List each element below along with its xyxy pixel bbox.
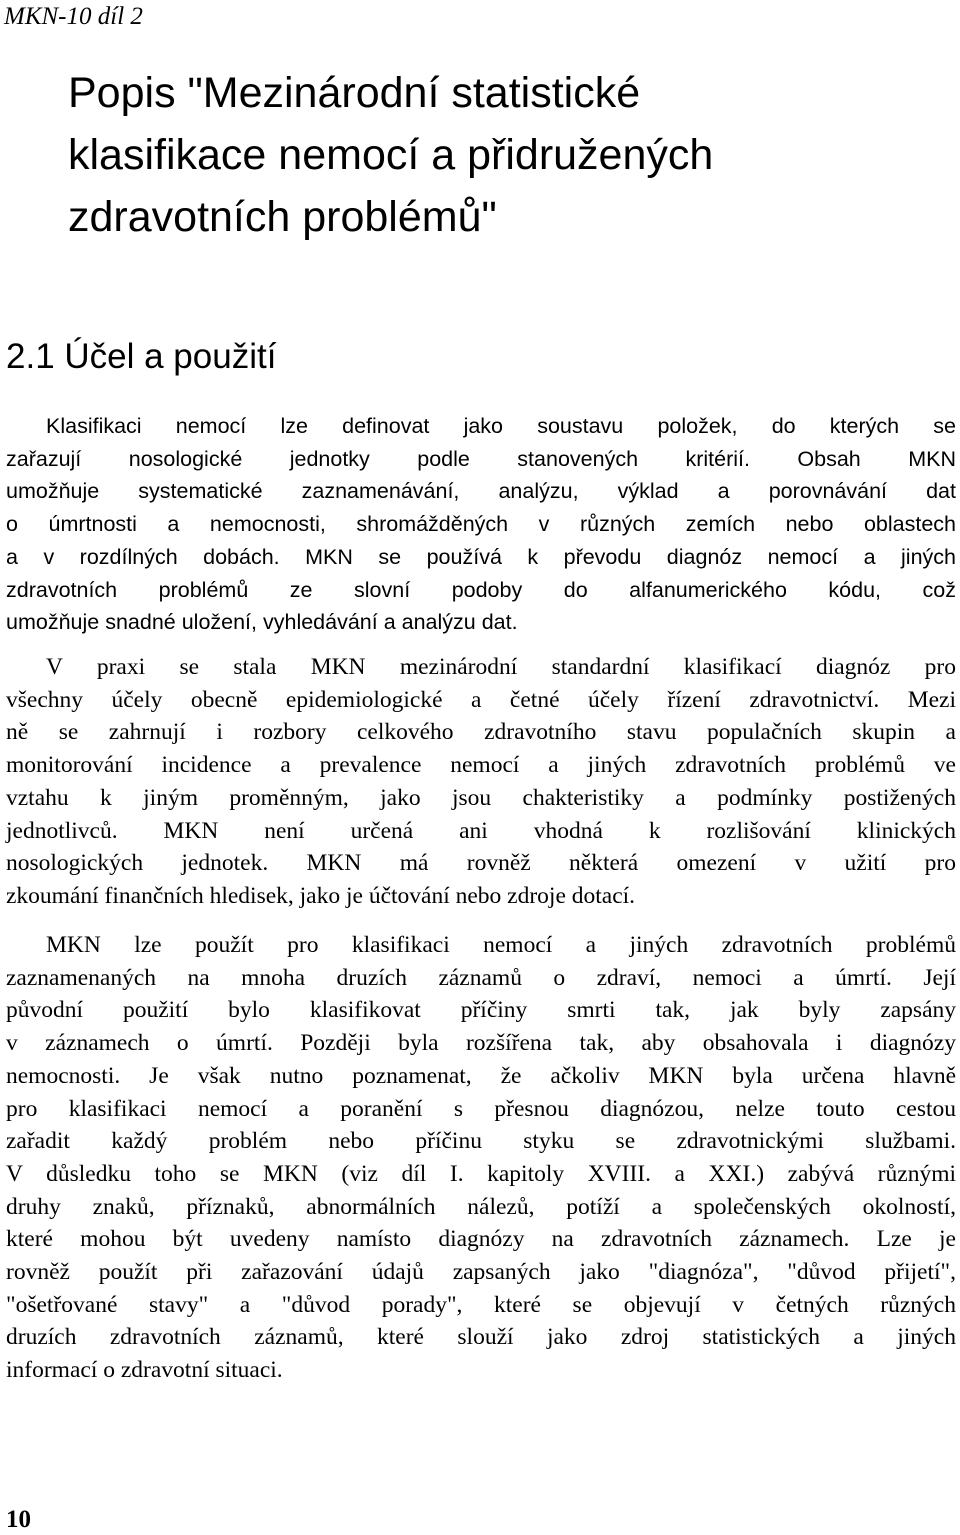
paragraph-line: V praxi se stala MKN mezinárodní standardní klasifikací diagnóz pro bbox=[46, 654, 956, 680]
paragraph-usage bbox=[6, 929, 956, 1387]
chapter-number bbox=[6, 62, 68, 124]
paragraph-line: nemocnosti. Je však nutno poznamenat, že ačkoliv MKN byla určena hlavně bbox=[6, 1062, 956, 1089]
paragraph-line: zařadit každý problém nebo příčinu styku se zdravotnickými službami. bbox=[6, 1128, 956, 1155]
paragraph-line: zkoumání finančních hledisek, jako je účtování nebo zdroje dotací. bbox=[6, 882, 636, 909]
paragraph-line: druhy znaků, příznaků, abnormálních nálezů, potíží a společenských okolností, bbox=[6, 1193, 956, 1220]
chapter-title-text: zdravotních problémů" bbox=[68, 193, 497, 241]
chapter-title bbox=[6, 62, 946, 248]
paragraph-line: vztahu k jiným proměnným, jako jsou chakteristiky a podmínky postižených bbox=[6, 784, 956, 811]
paragraph-purpose bbox=[6, 410, 956, 639]
paragraph-line: v záznamech o úmrtí. Později byla rozšířena tak, aby obsahovala i diagnózy bbox=[6, 1030, 956, 1057]
paragraph-line: monitorování incidence a prevalence nemocí a jiných zdravotních problémů ve bbox=[6, 752, 956, 779]
paragraph-line: jednotlivců. MKN není určená ani vhodná k rozlišování klinických bbox=[6, 817, 956, 844]
chapter-title-line bbox=[6, 62, 946, 124]
paragraph-line: druzích zdravotních záznamů, které slouží jako zdroj statistických a jiných bbox=[6, 1324, 956, 1351]
paragraph-line: zdravotních problémů ze slovní podoby do alfanumerického kódu, což bbox=[6, 577, 956, 602]
paragraph-line: původní použití bylo klasifikovat příčiny smrti tak, jak byly zapsány bbox=[6, 997, 956, 1024]
paragraph-line: V důsledku toho se MKN (viz díl I. kapitoly XVIII. a XXI.) zabývá různými bbox=[6, 1160, 956, 1187]
chapter-title-line bbox=[6, 186, 946, 248]
paragraph-line: umožňuje snadné uložení, vyhledávání a analýzu dat. bbox=[6, 610, 518, 635]
paragraph-line: "ošetřované stavy" a "důvod porady", které se objevují v četných různých bbox=[6, 1291, 956, 1318]
paragraph-line: které mohou být uvedeny namísto diagnózy na zdravotních záznamech. Lze je bbox=[6, 1226, 956, 1253]
chapter-title-line bbox=[6, 124, 946, 186]
paragraph-line: Klasifikaci nemocí lze definovat jako soustavu položek, do kterých se bbox=[46, 414, 956, 438]
paragraph-line: informací o zdravotní situaci. bbox=[6, 1357, 283, 1384]
paragraph-line: a v rozdílných dobách. MKN se používá k převodu diagnóz nemocí a jiných bbox=[6, 544, 956, 569]
chapter-title-text: Popis "Mezinárodní statistické bbox=[68, 69, 641, 117]
paragraph-line: zařazují nosologické jednotky podle stanovených kritérií. Obsah MKN bbox=[6, 446, 956, 471]
paragraph-line: umožňuje systematické zaznamenávání, analýzu, výklad a porovnávání dat bbox=[6, 479, 956, 504]
paragraph-line: o úmrtnosti a nemocnosti, shromážděných v různých zemích nebo oblastech bbox=[6, 512, 956, 537]
paragraph-line: rovněž použít při zařazování údajů zapsaných jako "diagnóza", "důvod přijetí", bbox=[6, 1259, 956, 1286]
chapter-title-text: klasifikace nemocí a přidružených bbox=[68, 131, 714, 179]
paragraph-line: nosologických jednotek. MKN má rovněž některá omezení v užití pro bbox=[6, 850, 956, 877]
paragraph-line: zaznamenaných na mnoha druzích záznamů o zdraví, nemoci a úmrtí. Její bbox=[6, 964, 956, 991]
running-header: MKN-10 díl 2 bbox=[4, 3, 143, 30]
paragraph-line: všechny účely obecně epidemiologické a četné účely řízení zdravotnictví. Mezi bbox=[6, 686, 956, 713]
paragraph-line: MKN lze použít pro klasifikaci nemocí a jiných zdravotních problémů bbox=[46, 932, 956, 958]
paragraph-line: pro klasifikaci nemocí a poranění s přesnou diagnózou, nelze touto cestou bbox=[6, 1095, 956, 1122]
section-title: 2.1 Účel a použití bbox=[6, 337, 277, 376]
paragraph-line: ně se zahrnují i rozbory celkového zdravotního stavu populačních skupin a bbox=[6, 719, 956, 746]
paragraph-practice bbox=[6, 651, 956, 913]
page-number: 10 bbox=[6, 1506, 31, 1533]
